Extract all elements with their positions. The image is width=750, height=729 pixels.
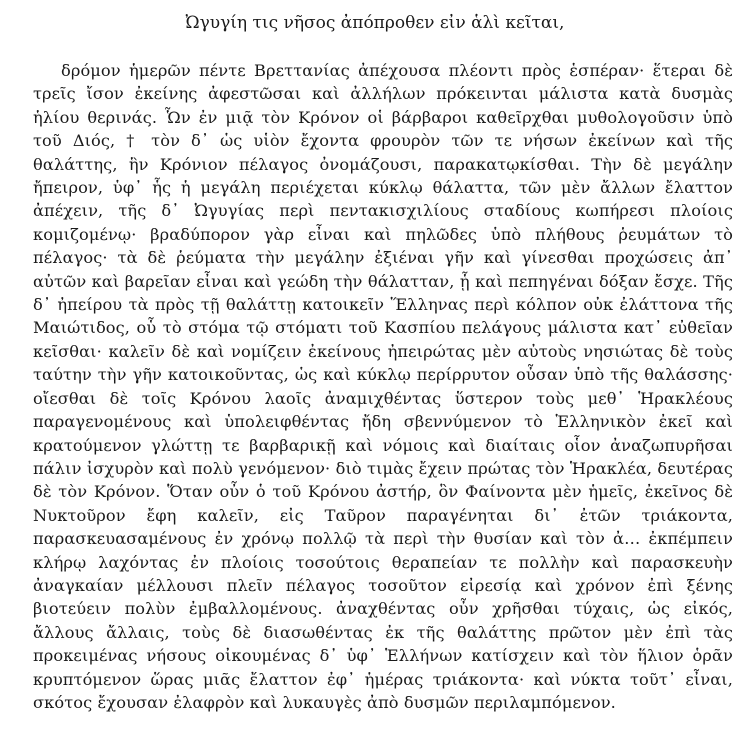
verse-heading: Ὠγυγίη τις νῆσος ἀπόπροθεν εἰν ἁλὶ κεῖται, [185, 13, 565, 33]
body-paragraph: δρόμον ἡμερῶν πέντε Βρεττανίας ἀπέχουσα πλέοντι πρὸς ἑσπέραν· ἕτεραι δὲ τρεῖς ἴσον ἐκείνης ἀφεστῶσαι καὶ ἀλλήλων πρόκεινται μάλιστα κατὰ δυσμὰς ἡλίου θερινάς. Ὧν ἐν μιᾷ τὸν Κρόνον οἱ βάρβαροι καθεῖρχθαι μυθολογοῦσιν ὑπὸ τοῦ Διός, † τὸν δ᾽ ὡς υἱὸν ἔχοντα φρουρὸν τῶν τε νήσων ἐκείνων καὶ τῆς θαλάττης, ἣν Κρόνιον πέλαγος ὀνομάζουσι, παρακατῳκίσθαι. Τὴν δὲ μεγάλην ἤπειρον, ὑφ᾽ ἧς ἡ μεγάλη περιέχεται κύκλῳ θάλαττα, τῶν μὲν ἄλλων ἔλαττον ἀπέχειν, τῆς δ᾽ Ὠγυγίας περὶ πεντακισχιλίους σταδίους κωπήρεσι πλοίοις κομιζομένῳ· βραδύπορον γὰρ εἶναι καὶ πηλῶδες ὑπὸ πλήθους ῥευμάτων τὸ πέλαγος· τὰ δὲ ῥεύματα τὴν μεγάλην ἐξιέναι γῆν καὶ γίνεσθαι προχώσεις ἀπ᾽ αὐτῶν καὶ βαρεῖαν εἶναι καὶ γεώδη τὴν θάλατταν, ᾗ καὶ πεπηγέναι δόξαν ἔσχε. Τῆς δ᾽ ἠπείρου τὰ πρὸς τῇ θαλάττῃ κατοικεῖν Ἕλληνας περὶ κόλπον οὐκ ἐλάττονα τῆς Μαιώτιδος, οὗ τὸ στόμα τῷ στόματι τοῦ Κασπίου πελάγους μάλιστα κατ᾽ εὐθεῖαν κεῖσθαι· καλεῖν δὲ καὶ νομίζειν ἐκείνους ἠπειρώτας μὲν αὐτοὺς νησιώτας δὲ τοὺς ταύτην τὴν γῆν κατοικοῦντας, ὡς καὶ κύκλῳ περίρρυτον οὖσαν ὑπὸ τῆς θαλάσσης· οἴεσθαι δὲ τοῖς Κρόνου λαοῖς ἀναμιχθέντας ὕστερον τοὺς μεθ᾽ Ἡρακλέους παραγενομένους καὶ ὑπολειφθέντας ἤδη σβεννύμενον τὸ Ἑλληνικὸν ἐκεῖ καὶ κρατούμενον γλώττῃ τε βαρβαρικῇ καὶ νόμοις καὶ διαίταις οἷον ἀναζωπυρῆσαι πάλιν ἰσχυρὸν καὶ πολὺ γενόμενον· διὸ τιμὰς ἔχειν πρώτας τὸν Ἡρακλέα, δευτέρας δὲ τὸν Κρόνον. Ὅταν οὖν ὁ τοῦ Κρόνου ἀστήρ, ὃν Φαίνοντα μὲν ἡμεῖς, ἐκεῖνος δὲ Νυκτοῦρον ἔφη καλεῖν, εἰς Ταῦρον παραγένηται δι᾽ ἐτῶν τριάκοντα, παρασκευασαμένους ἐν χρόνῳ πολλῷ τὰ περὶ τὴν θυσίαν καὶ τὸν ἀ… ἐκπέμπειν κλήρῳ λαχόντας ἐν πλοίοις τοσούτοις θεραπείαν τε πολλὴν καὶ παρασκευὴν ἀναγκαίαν μέλλουσι πλεῖν πέλαγος τοσοῦτον εἰρεσίᾳ καὶ χρόνον ἐπὶ ξένης βιοτεύειν πολὺν ἐμβαλλομένους. ἀναχθέντας οὖν χρῆσθαι τύχαις, ὡς εἰκός, ἄλλους ἄλλαις, τοὺς δὲ διασωθέντας ἐκ τῆς θαλάττης πρῶτον μὲν ἐπὶ τὰς προκειμένας νήσους οἰκουμένας δ᾽ ὑφ᾽ Ἑλλήνων κατίσχειν καὶ τὸν ἥλιον ὁρᾶν κρυπτόμενον ὥρας μιᾶς ἔλαττον ἐφ᾽ ἡμέρας τριάκοντα· καὶ νύκτα τοῦτ᾽ εἶναι, σκότος ἔχουσαν ἐλαφρὸν καὶ λυκαυγὲς ἀπὸ δυσμῶν περιλαμπόμενον. [33, 61, 733, 712]
